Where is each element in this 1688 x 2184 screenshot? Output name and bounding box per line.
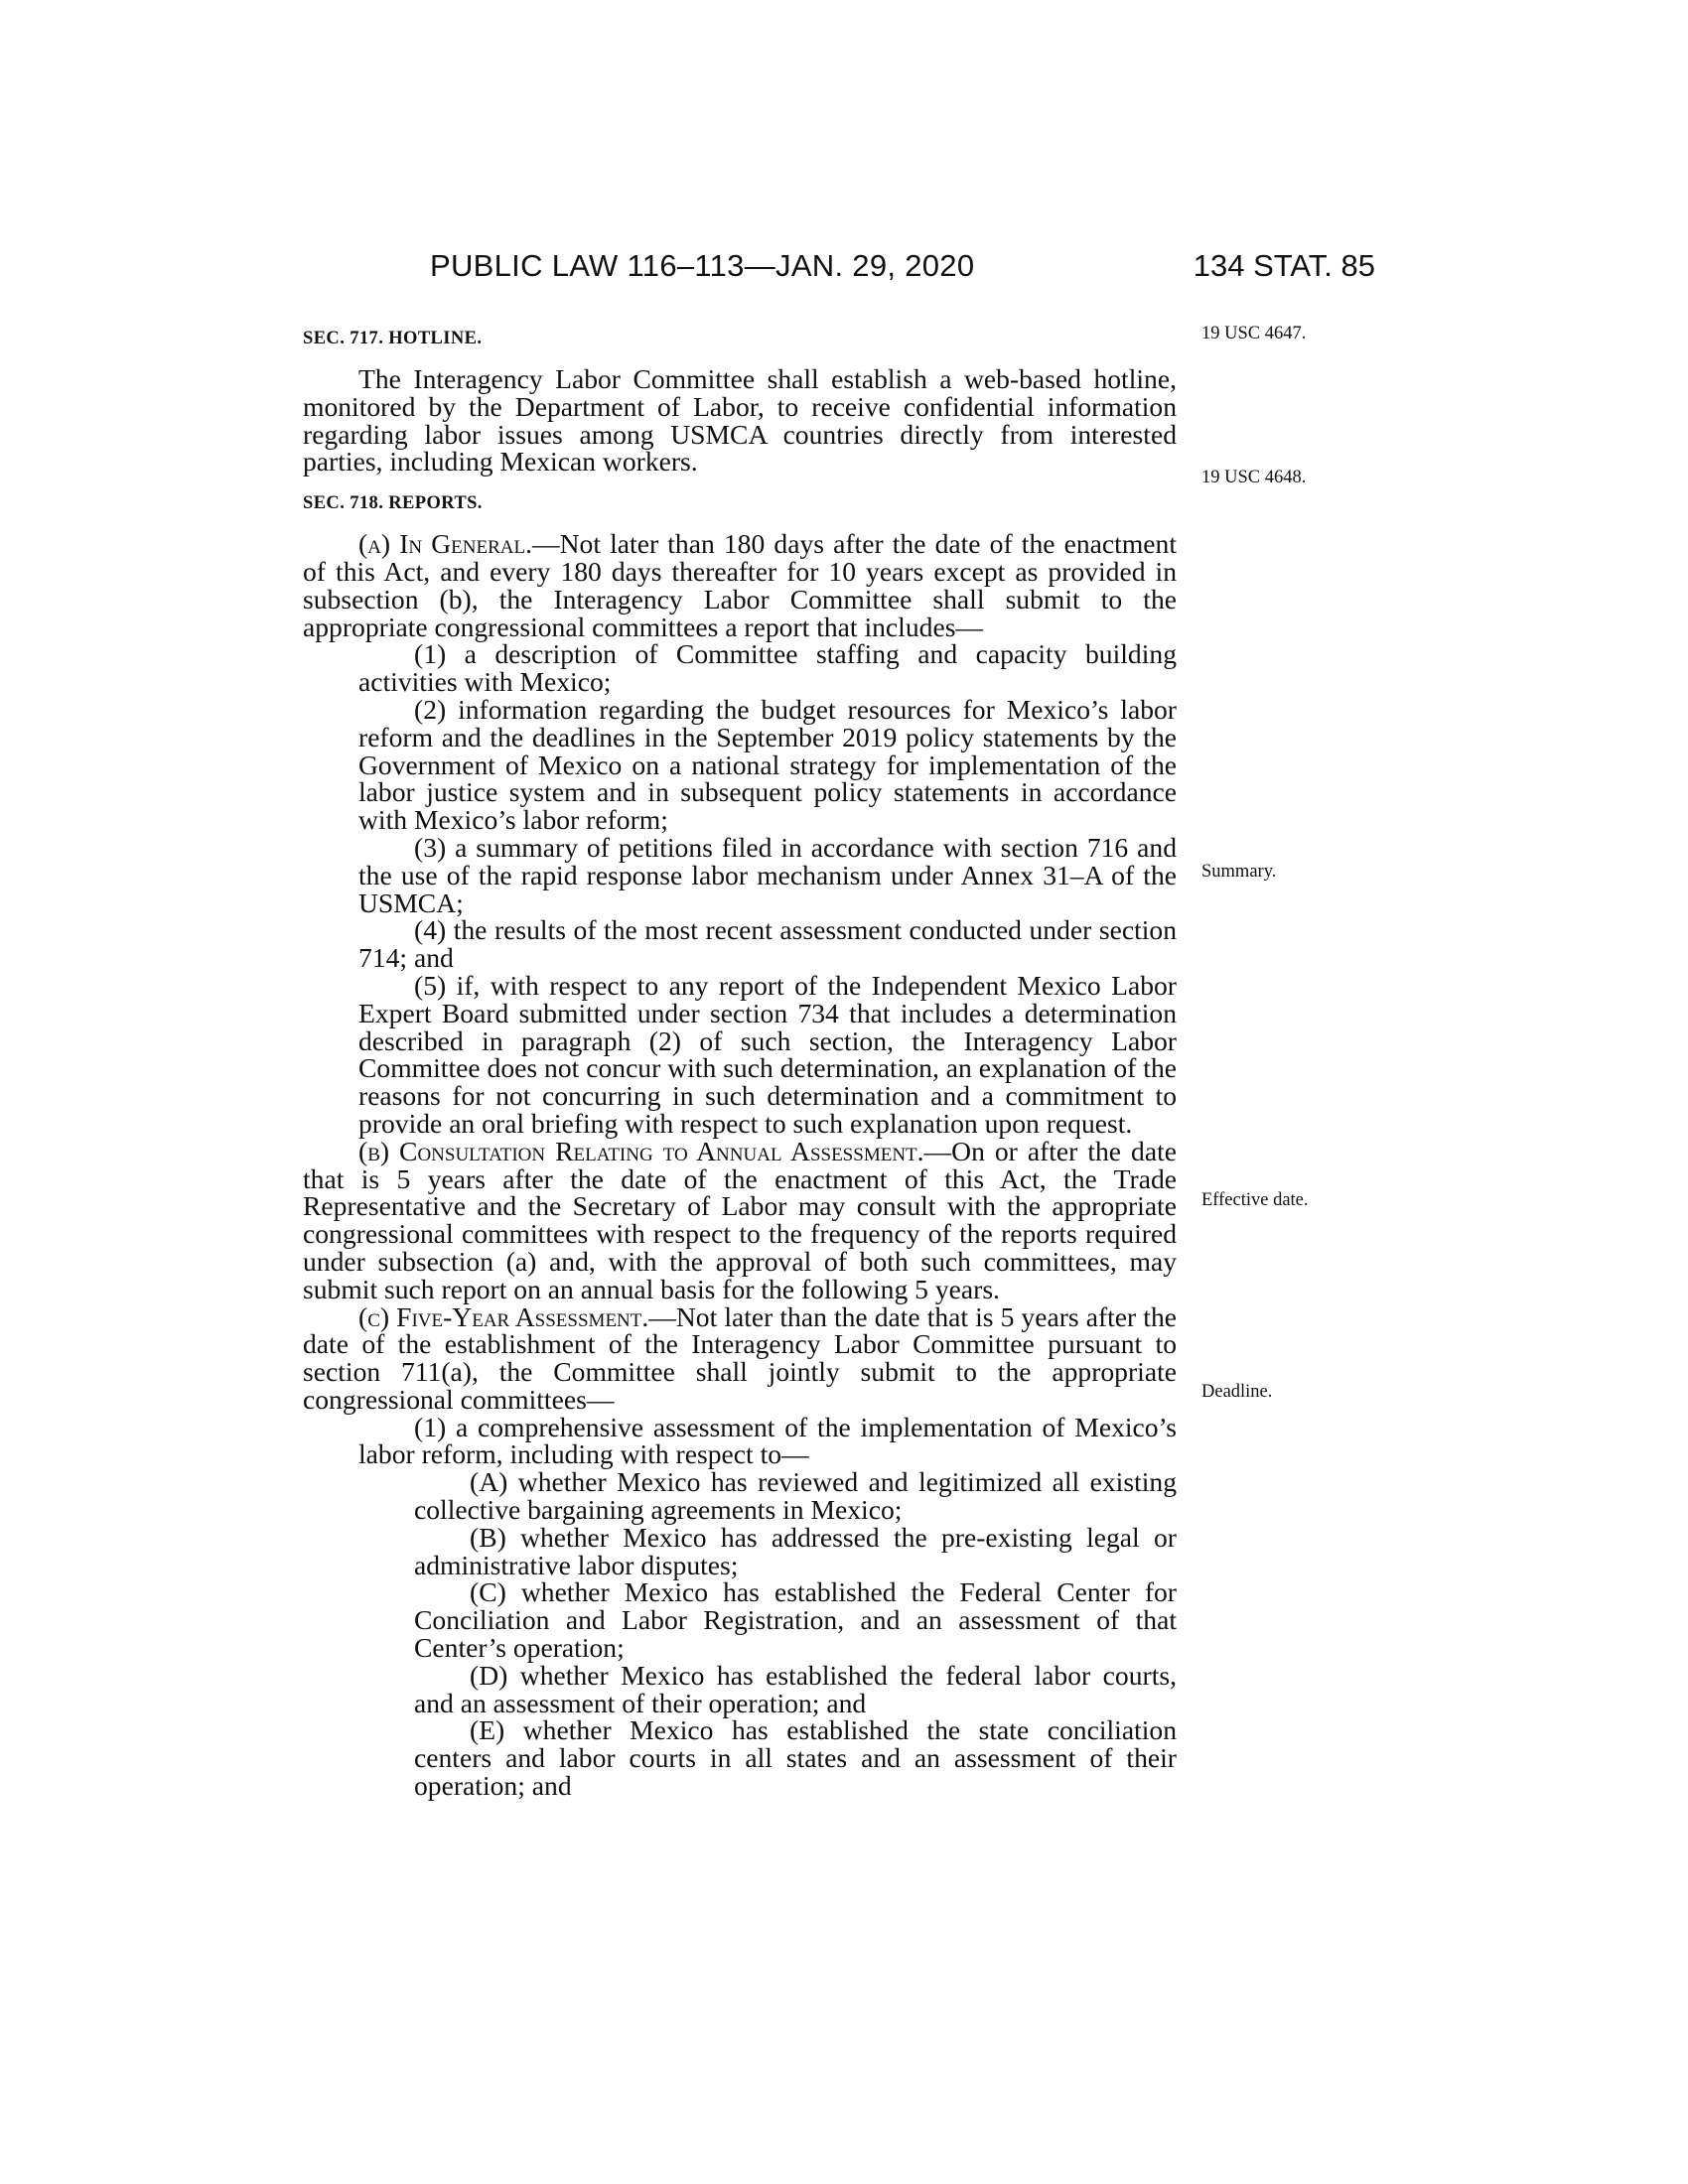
- margin-note-usc-4648: 19 USC 4648.: [1201, 468, 1307, 487]
- statute-body: [303, 324, 1177, 1800]
- paragraph-a3: (3) a summary of petitions filed in accordance with section 716 and the use of the rapid response labor mechanism under Annex 31–A of the USMCA;: [358, 831, 1177, 918]
- subsection-b: [303, 1135, 1177, 1304]
- subparagraph-cD: (D) whether Mexico has established the federal labor courts, and an assessment of their operation; and: [414, 1659, 1177, 1718]
- paragraph-a1: (1) a description of Committee staffing and capacity building activities with Mexico;: [358, 638, 1177, 698]
- margin-note-effective-date: Effective date.: [1201, 1190, 1309, 1210]
- stat-page-number: 134 STAT. 85: [1193, 248, 1375, 283]
- section-717-heading: SEC. 717. HOTLINE.: [303, 329, 483, 348]
- subsection-a: [303, 530, 1177, 640]
- section-718-heading: SEC. 718. REPORTS.: [303, 493, 483, 514]
- margin-note-deadline: Deadline.: [1201, 1382, 1273, 1402]
- section-717-text: The Interagency Labor Committee shall establish a web-based hotline, monitored by the Department of Labor, to receive confidential information regarding labor issues among USMCA countries directly from interested parties, including Mexican workers.: [303, 363, 1177, 478]
- subsection-b-text: —On or after the date that is 5 years after the date of the enactment of this Act, the Trade Representative and the Secretary of Labor may consult with the appropriate congressional committees with respect to the frequency of the reports required under subsection (a) and, with the approval of both such committees, may submit such report on an annual basis for the following 5 years.: [303, 1135, 1177, 1304]
- paragraph-a4: (4) the results of the most recent assessment conducted under section 714; and: [358, 914, 1177, 974]
- subsection-a-text: —Not later than 180 days after the date of the enactment of this Act, and every 180 days thereafter for 10 years except as provided in subsection (b), the Interagency Labor Committee shall submit to the appropriate congressional committees a report that includes—: [303, 528, 1177, 642]
- margin-note-summary: Summary.: [1201, 862, 1277, 882]
- subparagraph-cC: (C) whether Mexico has established the Federal Center for Conciliation and Labor Registration, and an assessment of that Center’s operation;: [414, 1576, 1177, 1664]
- paragraph-c1: (1) a comprehensive assessment of the implementation of Mexico’s labor reform, including with respect to—: [358, 1411, 1177, 1470]
- subsection-c-text: —Not later than the date that is 5 years after the date of the establishment of the Interagency Labor Committee pursuant to section 711(a), the Committee shall jointly submit to the appropriate congressional committees—: [303, 1300, 1178, 1415]
- subsection-c: [303, 1300, 1178, 1415]
- subsection-b-label: (b) Consultation Relating to Annual Assessment.: [358, 1135, 924, 1166]
- running-head: PUBLIC LAW 116–113—JAN. 29, 2020: [430, 248, 975, 283]
- paragraph-a5: (5) if, with respect to any report of the Independent Mexico Labor Expert Board submitted under section 734 that includes a determination described in paragraph (2) of such section, the Interagency Labor Committee does not concur with such determination, an explanation of the reasons for not concurring in such determination and a commitment to provide an oral briefing with respect to such explanation upon request.: [358, 969, 1177, 1139]
- margin-note-usc-4647: 19 USC 4647.: [1201, 324, 1307, 343]
- subparagraph-cE: (E) whether Mexico has established the state conciliation centers and labor courts in all states and an assessment of their operation; and: [414, 1714, 1177, 1802]
- subsection-a-label: (a) In General.: [358, 528, 533, 560]
- page-header: [303, 248, 1375, 288]
- subsection-c-label: (c) Five-Year Assessment.: [358, 1300, 649, 1332]
- subparagraph-cA: (A) whether Mexico has reviewed and legitimized all existing collective bargaining agreements in Mexico;: [414, 1466, 1177, 1526]
- subparagraph-cB: (B) whether Mexico has addressed the pre-existing legal or administrative labor disputes;: [414, 1521, 1177, 1580]
- paragraph-a2: (2) information regarding the budget resources for Mexico’s labor reform and the deadlines in the September 2019 policy statements by the Government of Mexico on a national strategy for implementation of the labor justice system and in subsequent policy statements in accordance with Mexico’s labor reform;: [358, 693, 1177, 836]
